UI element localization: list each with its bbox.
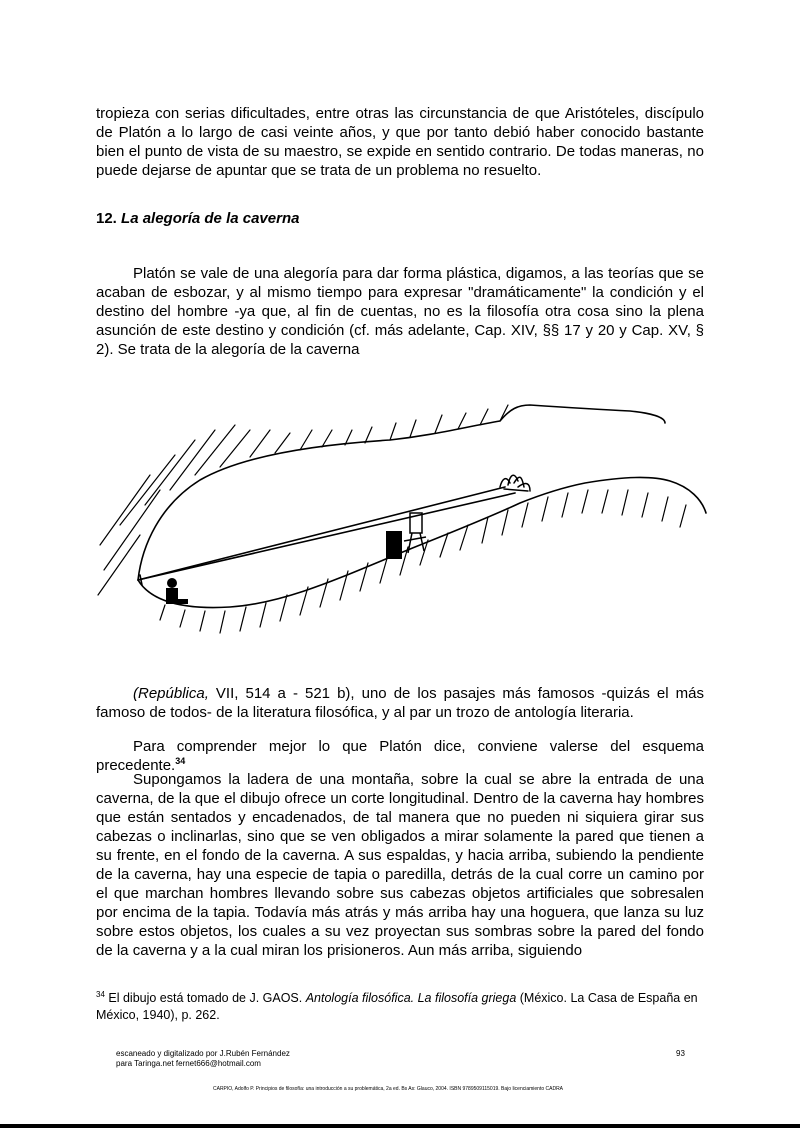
section-number: 12. (96, 210, 117, 227)
light-ray (138, 493, 515, 580)
hatching-upper (98, 405, 508, 595)
republica-text: VII, 514 a - 521 b), uno de los pasajes más famosos -quizás el más famoso de todos- de la literatura filosófica, y al par un trozo de antología literaria. (96, 685, 704, 721)
republica-paragraph (96, 684, 704, 722)
comprender-text: Para comprender mejor lo que Platón dice, conviene valerse del esquema precedente. (96, 738, 704, 774)
footnote-text-after: (México. La Casa de España en México, 1940), p. 262. (96, 991, 698, 1022)
section-heading (96, 210, 299, 227)
allegory-paragraph: Platón se vale de una alegoría para dar forma plástica, digamos, a las teorías que se acaban de esbozar, y al mismo tiempo para expresar "dramáticamente" la condición y el destino del hombre -ya que, al fin de cuentas, no es la filosofía otra cosa sino la plena asunción de este destino y condición (cf. más adelante, Cap. XIV, §§ 17 y 20 y Cap. XV, § 2). Se trata de la alegoría de la caverna (96, 265, 704, 358)
section-title: La alegoría de la caverna (121, 210, 300, 227)
page-number: 93 (676, 1049, 685, 1058)
footnote-reference[interactable]: 34 (175, 756, 186, 766)
footnote-number: 34 (96, 989, 105, 999)
footnote-book-title: Antología filosófica. La filosofía griega (305, 991, 517, 1005)
cave-illustration (90, 395, 710, 655)
republica-title: (República, (133, 685, 209, 702)
hatching-lower (160, 490, 686, 633)
prisoner-figure (166, 578, 188, 604)
intro-paragraph: tropieza con serias dificultades, entre otras las circunstancia de que Aristóteles, discípulo de Platón a lo largo de casi veinte años, y que por tanto debió haber conocido bastante bien el punto de vista de su maestro, se expide en sentido contrario. De todas maneras, no puede dejarse de apuntar que se trata de un problema no resuelto. (96, 105, 704, 179)
parapet-wall (386, 531, 402, 559)
footnote-text-before: El dibujo está tomado de J. GAOS. (104, 991, 306, 1005)
scan-credit-line1: escaneado y digitalizado por J.Rubén Fernández (116, 1049, 290, 1058)
citation-line: CARPIO, Adolfo P. Principios de filosofía: una introducción a su problemática, 2a ed. Bs As: Glauco, 2004. ISBN 9789509115019. Bajo licenciamiento CADRA (213, 1086, 564, 1092)
page-bottom-border (0, 1124, 800, 1128)
fire (500, 475, 530, 491)
scan-credit-line2: para Taringa.net fernet666@hotmail.com (116, 1059, 261, 1068)
footnote (96, 990, 704, 1024)
supongamos-paragraph: Supongamos la ladera de una montaña, sobre la cual se abre la entrada de una caverna, de la que el dibujo ofrece un corte longitudinal. Dentro de la caverna hay hombres que están sentados y encadenados, de tal manera que no pueden ni siquiera girar sus cabezas o inclinarlas, sino que se ven obligados a mirar solamente la pared que tienen a su frente, en el fondo de la caverna. A sus espaldas, y hacia arriba, subiendo la pendiente de la caverna, hay una especie de tapia o paredilla, detrás de la cual corre un camino por el que marchan hombres llevando sobre sus cabezas objetos artificiales que sobresalen por encima de la tapia. Todavía más atrás y más arriba hay una hoguera, que lanza su luz sobre estos objetos, los cuales a su vez proyectan sus sombras sobre la pared del fondo de la caverna y a la cual miran los prisioneros. Aun más arriba, siguiendo (96, 771, 704, 959)
